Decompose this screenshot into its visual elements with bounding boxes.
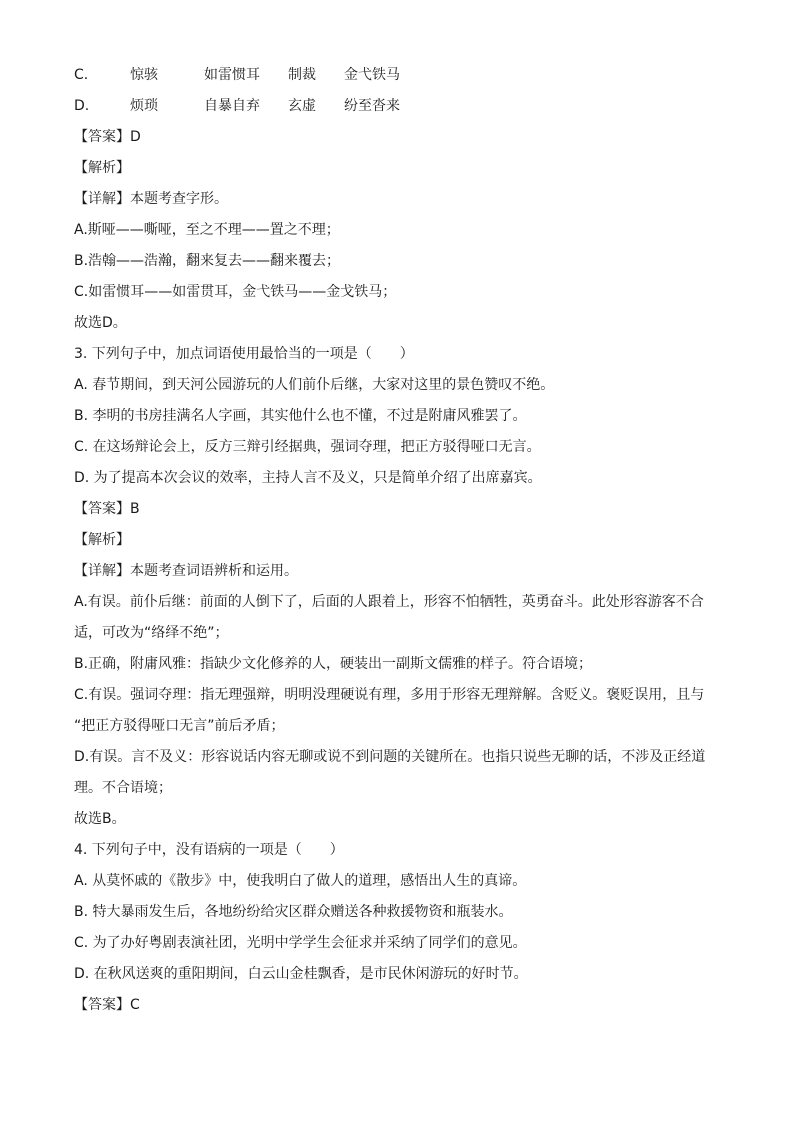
q2-answer: 【答案】D bbox=[74, 129, 141, 145]
q3-explanation-line: C.有误。强词夺理：指无理强辩，明明没理硬说有理，多用于形容无理辩解。含贬义。褒贬误用，且与 bbox=[74, 687, 705, 703]
q3-explanation-line: B.正确，附庸风雅：指缺少文化修养的人，硬装出一副斯文儒雅的样子。符合语境； bbox=[74, 656, 593, 672]
option-word: 金弋铁马 bbox=[344, 67, 400, 83]
option-word: 惊骇 bbox=[130, 67, 158, 83]
q4-stem: 4. 下列句子中，没有语病的一项是（ ） bbox=[74, 842, 344, 858]
q3-explanation-line: 适，可改为“络绎不绝”； bbox=[74, 625, 229, 641]
q2-option-c bbox=[74, 60, 724, 91]
q2-explanation-line: C.如雷惯耳——如雷贯耳，金弋铁马——金戈铁马； bbox=[74, 284, 397, 300]
document-page bbox=[74, 60, 724, 1021]
q4-option-c: C. 为了办好粤剧表演社团，光明中学学生会征求并采纳了同学们的意见。 bbox=[74, 935, 527, 951]
q3-conclusion: 故选B。 bbox=[74, 811, 126, 827]
q3-explanation-line: “把正方驳得哑口无言”前后矛盾； bbox=[74, 718, 285, 734]
q2-conclusion: 故选D。 bbox=[74, 315, 127, 331]
q2-detail: 【详解】本题考查字形。 bbox=[74, 191, 228, 207]
option-word: 烦琐 bbox=[130, 98, 158, 114]
q3-explanation-line: 理。不合语境； bbox=[74, 780, 172, 796]
q3-answer: 【答案】B bbox=[74, 501, 140, 517]
q2-option-d bbox=[74, 91, 724, 122]
q3-analysis-heading: 【解析】 bbox=[74, 532, 130, 548]
option-label: D. bbox=[74, 98, 90, 114]
q4-option-b: B. 特大暴雨发生后，各地纷纷给灾区群众赠送各种救援物资和瓶装水。 bbox=[74, 904, 513, 920]
q3-explanation-line: D.有误。言不及义：形容说话内容无聊或说不到问题的关键所在。也指只说些无聊的话，不涉及正经道 bbox=[74, 749, 706, 765]
q4-option-d: D. 在秋风送爽的重阳期间，白云山金桂飘香，是市民休闲游玩的好时节。 bbox=[74, 966, 528, 982]
q3-explanation-line: A.有误。前仆后继：前面的人倒下了，后面的人跟着上，形容不怕牺牲，英勇奋斗。此处形容游客不合 bbox=[74, 594, 704, 610]
q3-option-a: A. 春节期间，到天河公园游玩的人们前仆后继，大家对这里的景色赞叹不绝。 bbox=[74, 377, 555, 393]
q3-option-c: C. 在这场辩论会上，反方三辩引经据典，强词夺理，把正方驳得哑口无言。 bbox=[74, 439, 541, 455]
q3-option-d: D. 为了提高本次会议的效率，主持人言不及义，只是简单介绍了出席嘉宾。 bbox=[74, 470, 542, 486]
q3-detail: 【详解】本题考查词语辨析和运用。 bbox=[74, 563, 298, 579]
q2-explanation-line: A.斯哑——嘶哑，至之不理——置之不理； bbox=[74, 222, 340, 238]
q3-stem: 3. 下列句子中，加点词语使用最恰当的一项是（ ） bbox=[74, 346, 414, 362]
q2-explanation-line: B.浩翰——浩瀚，翻来复去——翻来覆去； bbox=[74, 253, 341, 269]
q4-answer: 【答案】C bbox=[74, 997, 140, 1013]
q3-option-b: B. 李明的书房挂满名人字画，其实他什么也不懂，不过是附庸风雅罢了。 bbox=[74, 408, 527, 424]
option-word: 如雷惯耳 bbox=[204, 67, 260, 83]
option-word: 自暴自弃 bbox=[204, 98, 260, 114]
option-word: 玄虚 bbox=[288, 98, 316, 114]
q2-analysis-heading: 【解析】 bbox=[74, 160, 130, 176]
option-word: 制裁 bbox=[288, 67, 316, 83]
option-word: 纷至沓来 bbox=[344, 98, 400, 114]
option-label: C. bbox=[74, 67, 89, 83]
q4-option-a: A. 从莫怀戚的《散步》中，使我明白了做人的道理，感悟出人生的真谛。 bbox=[74, 873, 527, 889]
